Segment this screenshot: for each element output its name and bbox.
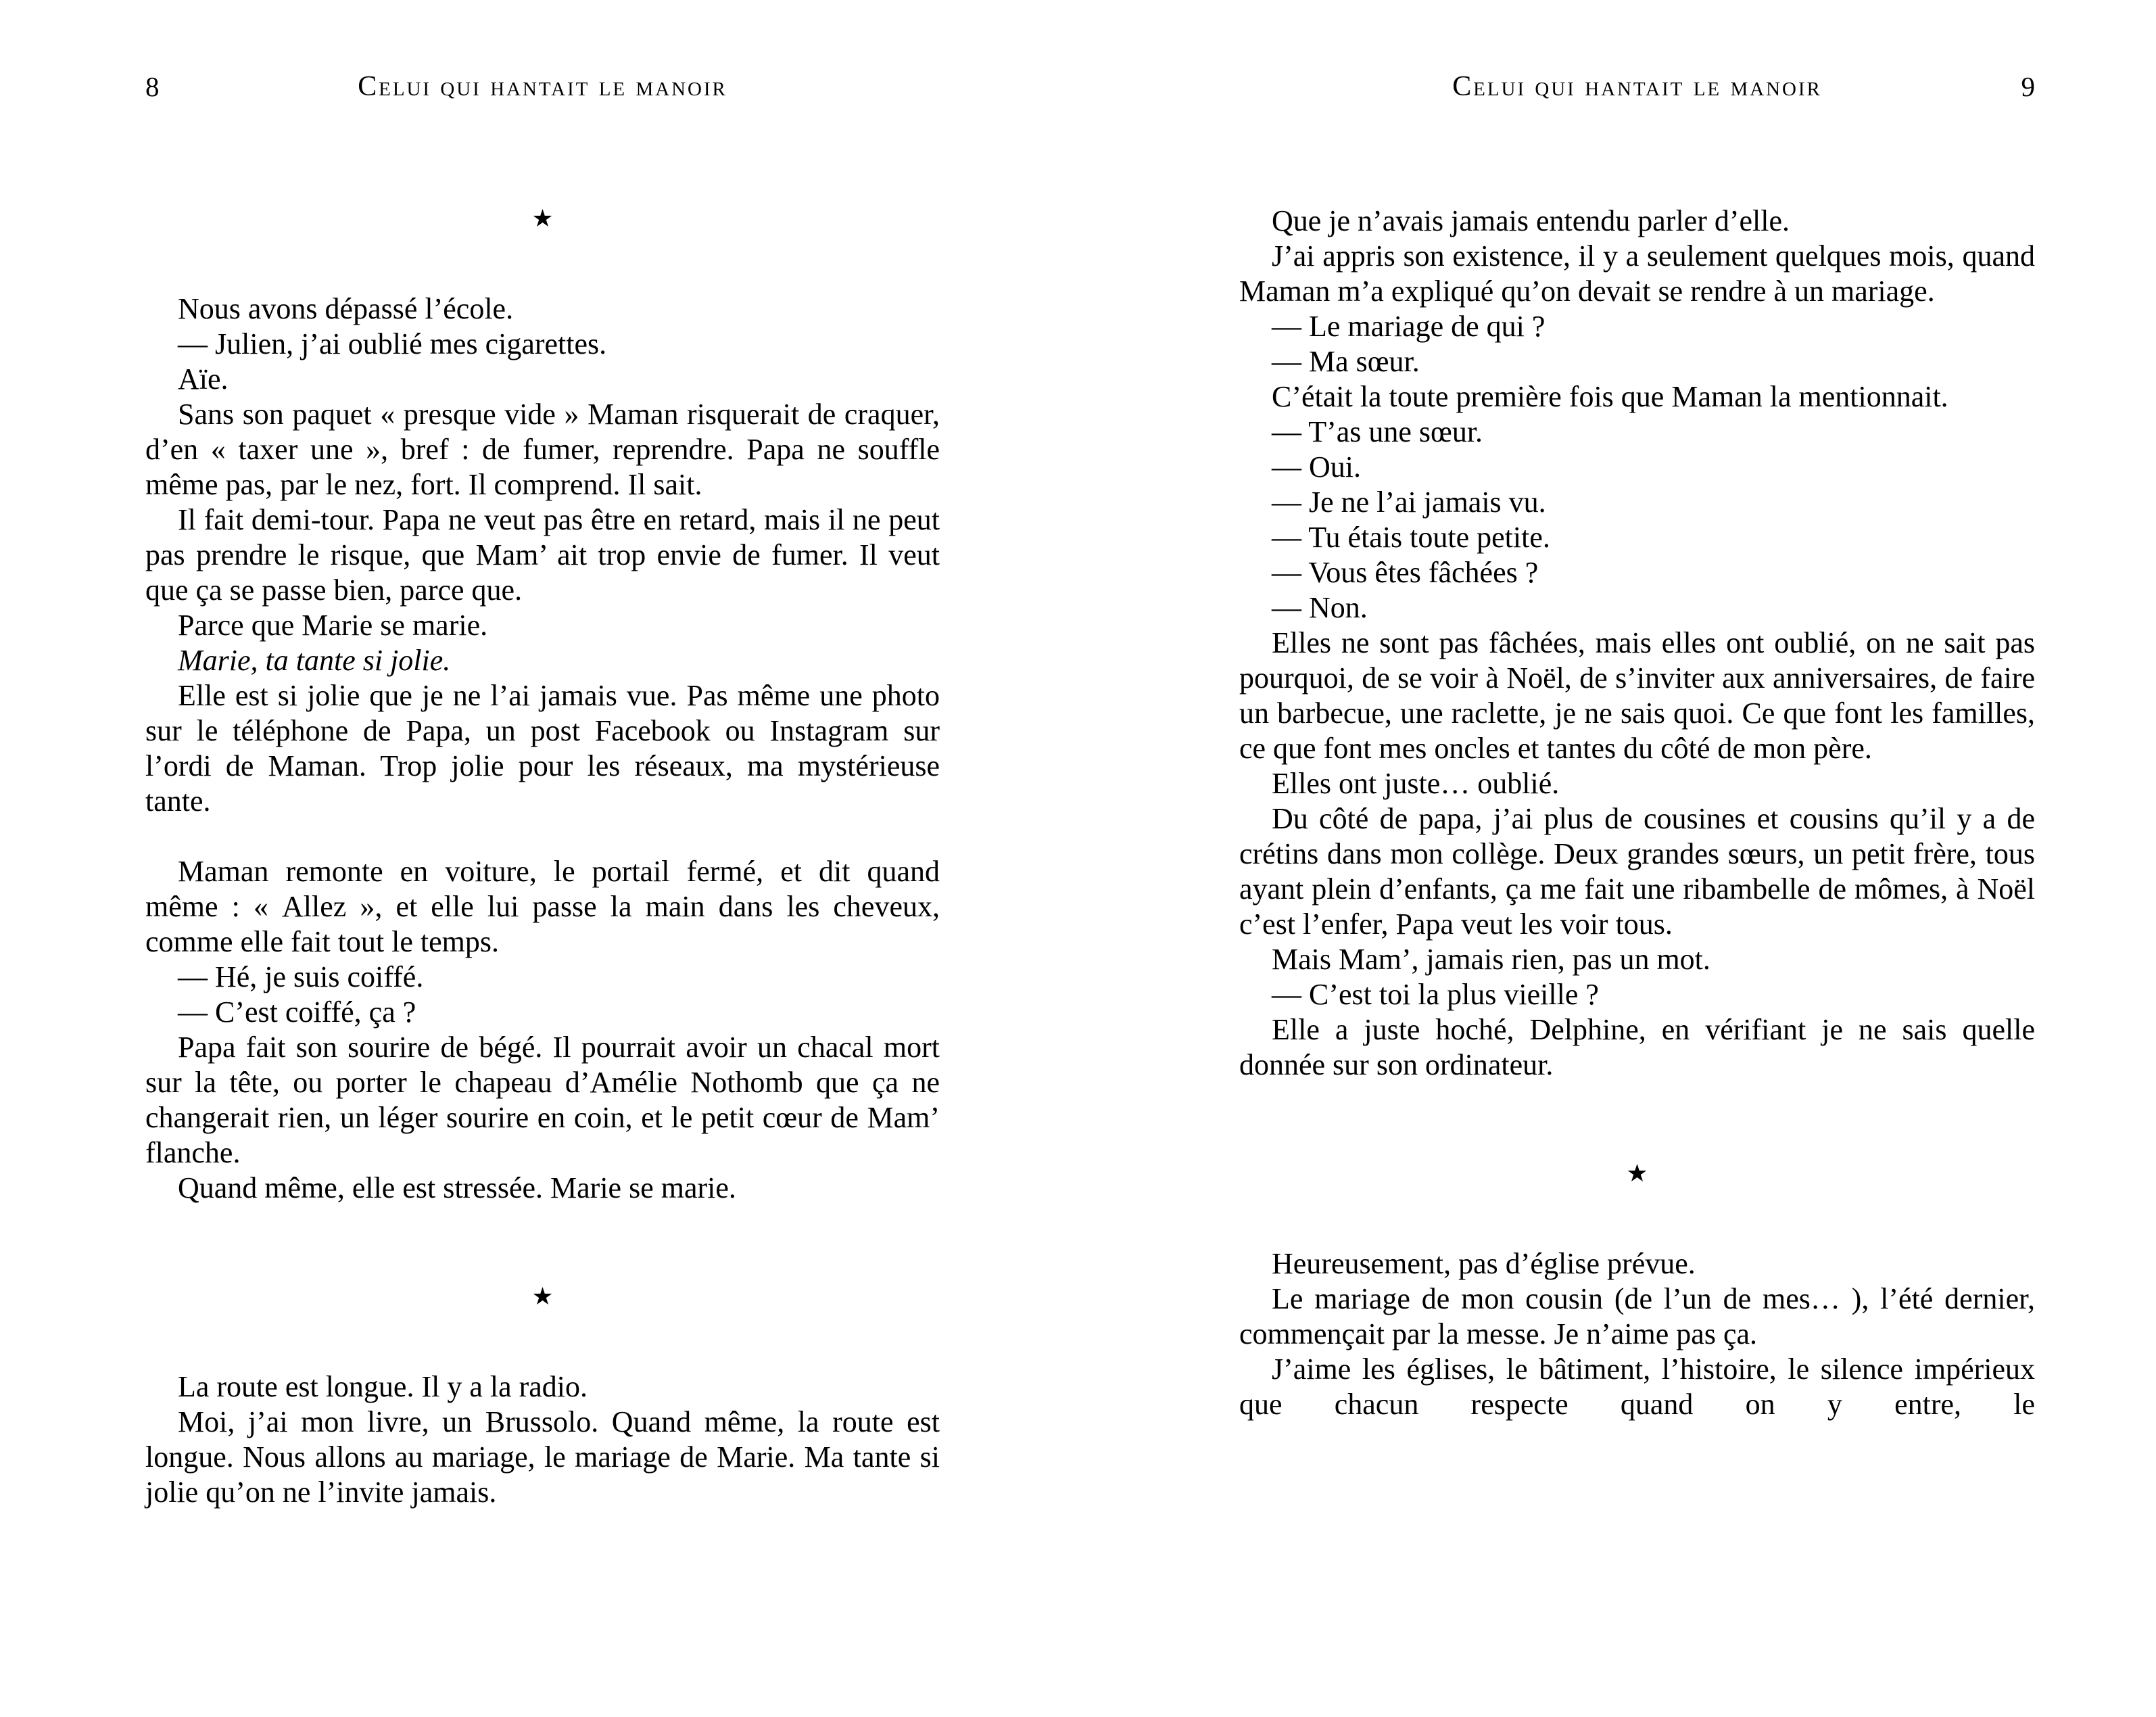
paragraph: — Vous êtes fâchées ? bbox=[1272, 556, 1539, 589]
paragraph: La route est longue. Il y a la radio. bbox=[178, 1370, 588, 1403]
paragraph: Elle est si jolie que je ne l’ai jamais vue. Pas même une photo sur le téléphone de Papa, un post Facebook ou Instagram sur l’ordi de Maman. Trop jolie pour les réseaux, ma mystérieuse tante. bbox=[145, 679, 940, 818]
running-title-left: Celui qui hantait le manoir bbox=[358, 71, 727, 102]
paragraph: Elles ne sont pas fâchées, mais elles ont oublié, on ne sait pas pourquoi, de se voir à Noël, de s’inviter aux anniversaires, de faire un barbecue, une raclette, je ne sais quoi. Ce que font les familles, ce que font mes oncles et tantes du côté de mon père. bbox=[1239, 626, 2035, 765]
paragraph: Quand même, elle est stressée. Marie se marie. bbox=[178, 1171, 736, 1204]
paragraph: Aïe. bbox=[178, 362, 229, 396]
paragraph: Maman remonte en voiture, le portail fermé, et dit quand même : « Allez », et elle lui passe la main dans les cheveux, comme elle fait tout le temps. bbox=[145, 855, 940, 958]
section-break-star-icon: ★ bbox=[531, 1283, 554, 1310]
paragraph-italic: Marie, ta tante si jolie. bbox=[178, 644, 451, 677]
paragraph: Heureusement, pas d’église prévue. bbox=[1272, 1247, 1696, 1280]
paragraph: Elle a juste hoché, Delphine, en vérifiant je ne sais quelle donnée sur son ordinateur. bbox=[1239, 1013, 2035, 1081]
page-number-right: 9 bbox=[2021, 71, 2035, 102]
paragraph: Parce que Marie se marie. bbox=[178, 609, 488, 642]
paragraph: — Je ne l’ai jamais vu. bbox=[1272, 486, 1546, 519]
paragraph: — C’est toi la plus vieille ? bbox=[1272, 978, 1599, 1011]
paragraph: — Non. bbox=[1272, 591, 1368, 624]
page-right bbox=[1078, 0, 2156, 1717]
page-body-left bbox=[145, 204, 940, 1510]
paragraph: — T’as une sœur. bbox=[1272, 415, 1483, 448]
paragraph: — Hé, je suis coiffé. bbox=[178, 960, 424, 993]
paragraph: Elles ont juste… oublié. bbox=[1272, 767, 1560, 800]
page-body-right bbox=[1239, 204, 2035, 1422]
paragraph: Mais Mam’, jamais rien, pas un mot. bbox=[1272, 943, 1710, 976]
paragraph: Nous avons dépassé l’école. bbox=[178, 292, 514, 325]
paragraph: Il fait demi-tour. Papa ne veut pas être en retard, mais il ne peut pas prendre le risque, que Mam’ ait trop envie de fumer. Il veut que ça se passe bien, parce que. bbox=[145, 503, 940, 607]
paragraph: Que je n’avais jamais entendu parler d’elle. bbox=[1272, 204, 1790, 237]
running-title-right: Celui qui hantait le manoir bbox=[1452, 71, 1822, 102]
paragraph: Du côté de papa, j’ai plus de cousines et cousins qu’il y a de crétins dans mon collège. Deux grandes sœurs, un petit frère, tous ayant plein d’enfants, ça me fait une ribambelle de mômes, à Noël c’est l’enfer, Papa veut les voir tous. bbox=[1239, 802, 2035, 941]
paragraph: Moi, j’ai mon livre, un Brussolo. Quand même, la route est longue. Nous allons au mariage, le mariage de Marie. Ma tante si jolie qu’on ne l’invite jamais. bbox=[145, 1405, 940, 1509]
running-head-left bbox=[145, 70, 940, 103]
section-break-star-icon: ★ bbox=[1626, 1160, 1648, 1187]
paragraph: J’aime les églises, le bâtiment, l’histoire, le silence impérieux que chacun respecte quand on y entre, le bbox=[1239, 1353, 2035, 1421]
paragraph: — Le mariage de qui ? bbox=[1272, 310, 1546, 343]
section-break-star-icon: ★ bbox=[531, 205, 554, 232]
paragraph: C’était la toute première fois que Maman la mentionnait. bbox=[1272, 380, 1948, 413]
paragraph: — Tu étais toute petite. bbox=[1272, 521, 1550, 554]
paragraph: — Ma sœur. bbox=[1272, 345, 1420, 378]
paragraph: Papa fait son sourire de bégé. Il pourrait avoir un chacal mort sur la tête, ou porter le chapeau d’Amélie Nothomb que ça ne changerait rien, un léger sourire en coin, et le petit cœur de Mam’ flanche. bbox=[145, 1031, 940, 1169]
paragraph: — C’est coiffé, ça ? bbox=[178, 995, 416, 1029]
paragraph: J’ai appris son existence, il y a seulement quelques mois, quand Maman m’a expliqué qu’on devait se rendre à un mariage. bbox=[1239, 239, 2035, 308]
paragraph: Sans son paquet « presque vide » Maman risquerait de craquer, d’en « taxer une », bref : de fumer, reprendre. Papa ne souffle même pas, par le nez, fort. Il comprend. Il sait. bbox=[145, 398, 940, 501]
page-number-left: 8 bbox=[145, 71, 160, 102]
paragraph: Le mariage de mon cousin (de l’un de mes… ), l’été dernier, commençait par la messe. Je n’aime pas ça. bbox=[1239, 1282, 2035, 1350]
paragraph: — Oui. bbox=[1272, 450, 1361, 484]
paragraph: — Julien, j’ai oublié mes cigarettes. bbox=[178, 327, 607, 360]
running-head-right bbox=[1239, 70, 2035, 103]
